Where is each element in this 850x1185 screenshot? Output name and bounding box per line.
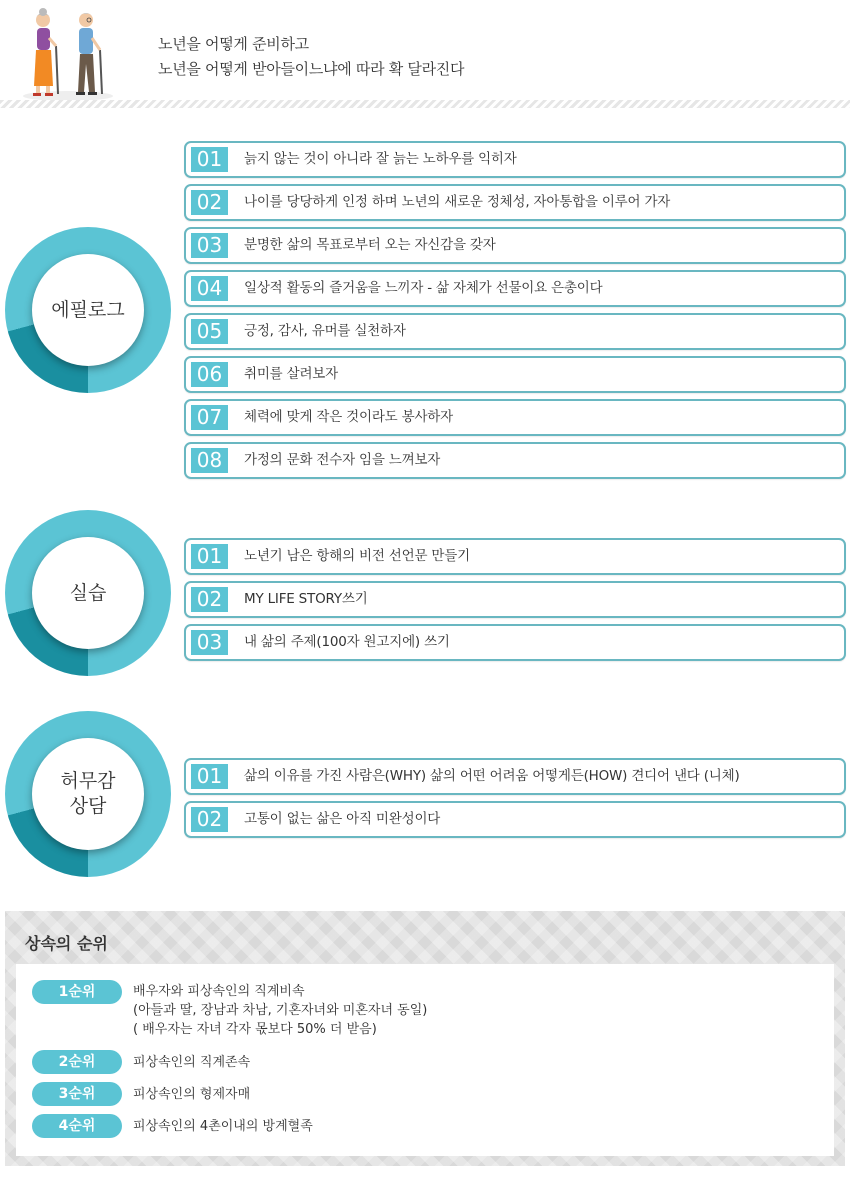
- elderly-couple-icon: [18, 8, 118, 103]
- list-item: [184, 313, 846, 350]
- item-text: 일상적 활동의 즐거움을 느끼자 - 삶 자체가 선물이요 은총이다: [244, 280, 603, 296]
- item-text: 늙지 않는 것이 아니라 잘 늙는 노하우를 익히자: [244, 151, 517, 167]
- item-number: 04: [191, 276, 228, 301]
- rank-desc-4: 피상속인의 4촌이내의 방계혈족: [133, 1119, 313, 1134]
- item-number: 03: [191, 630, 228, 655]
- item-text: 가정의 문화 전수자 임을 느껴보자: [244, 452, 441, 468]
- item-text: 분명한 삶의 목표로부터 오는 자신감을 갖자: [244, 237, 496, 253]
- item-number: 02: [191, 587, 228, 612]
- list-item: [184, 141, 846, 178]
- item-number: 01: [191, 764, 228, 789]
- rank-desc-2: 피상속인의 직계존속: [133, 1055, 251, 1070]
- inheritance-box: [16, 964, 834, 1156]
- list-item: [184, 538, 846, 575]
- counsel-donut: [5, 711, 171, 877]
- item-text: 삶의 이유를 가진 사람은(WHY) 삶의 어떤 어려움 어떻게든(HOW) 견디어 낸다 (니체): [244, 768, 740, 784]
- list-item: [184, 184, 846, 221]
- list-item: [184, 270, 846, 307]
- item-number: 01: [191, 147, 228, 172]
- item-text: MY LIFE STORY쓰기: [244, 591, 368, 607]
- list-item: [184, 624, 846, 661]
- header-divider: [0, 100, 850, 108]
- rank-desc-3: 피상속인의 형제자매: [133, 1087, 251, 1102]
- item-number: 07: [191, 405, 228, 430]
- list-item: [184, 442, 846, 479]
- item-number: 08: [191, 448, 228, 473]
- list-item: [184, 581, 846, 618]
- item-text: 내 삶의 주제(100자 원고지에) 쓰기: [244, 634, 450, 650]
- item-number: 05: [191, 319, 228, 344]
- practice-donut: [5, 510, 171, 676]
- list-item: [184, 399, 846, 436]
- item-number: 01: [191, 544, 228, 569]
- rank-badge-3: 3순위: [32, 1082, 122, 1106]
- item-number: 02: [191, 807, 228, 832]
- item-text: 취미를 살려보자: [244, 366, 338, 382]
- list-item: [184, 227, 846, 264]
- item-number: 03: [191, 233, 228, 258]
- list-item: [184, 356, 846, 393]
- inheritance-panel: [5, 911, 845, 1166]
- rank-badge-1: 1순위: [32, 980, 122, 1004]
- rank-badge-2: 2순위: [32, 1050, 122, 1074]
- item-text: 긍정, 감사, 유머를 실천하자: [244, 323, 406, 339]
- epilogue-title: 에필로그: [32, 254, 144, 366]
- epilogue-donut: [5, 227, 171, 393]
- rank-desc-1: 배우자와 피상속인의 직계비속 (아들과 딸, 장남과 차남, 기혼자녀와 미혼자녀 동일) ( 배우자는 자녀 각자 몫보다 50% 더 받음): [133, 984, 428, 1037]
- counsel-title: 허무감 상담: [32, 738, 144, 850]
- practice-title: 실습: [32, 537, 144, 649]
- item-number: 06: [191, 362, 228, 387]
- rank-badge-4: 4순위: [32, 1114, 122, 1138]
- item-text: 나이를 당당하게 인정 하며 노년의 새로운 정체성, 자아통합을 이루어 가자: [244, 194, 671, 210]
- item-number: 02: [191, 190, 228, 215]
- page-header: [0, 0, 850, 110]
- inheritance-title: 상속의 순위: [25, 934, 108, 953]
- header-line-1: 노년을 어떻게 준비하고: [158, 35, 309, 53]
- item-text: 노년기 남은 항해의 비전 선언문 만들기: [244, 548, 470, 564]
- item-text: 고통이 없는 삶은 아직 미완성이다: [244, 811, 441, 827]
- item-text: 체력에 맞게 작은 것이라도 봉사하자: [244, 409, 453, 425]
- list-item: [184, 801, 846, 838]
- list-item: [184, 758, 846, 795]
- header-line-2: 노년을 어떻게 받아들이느냐에 따라 확 달라진다: [158, 60, 465, 78]
